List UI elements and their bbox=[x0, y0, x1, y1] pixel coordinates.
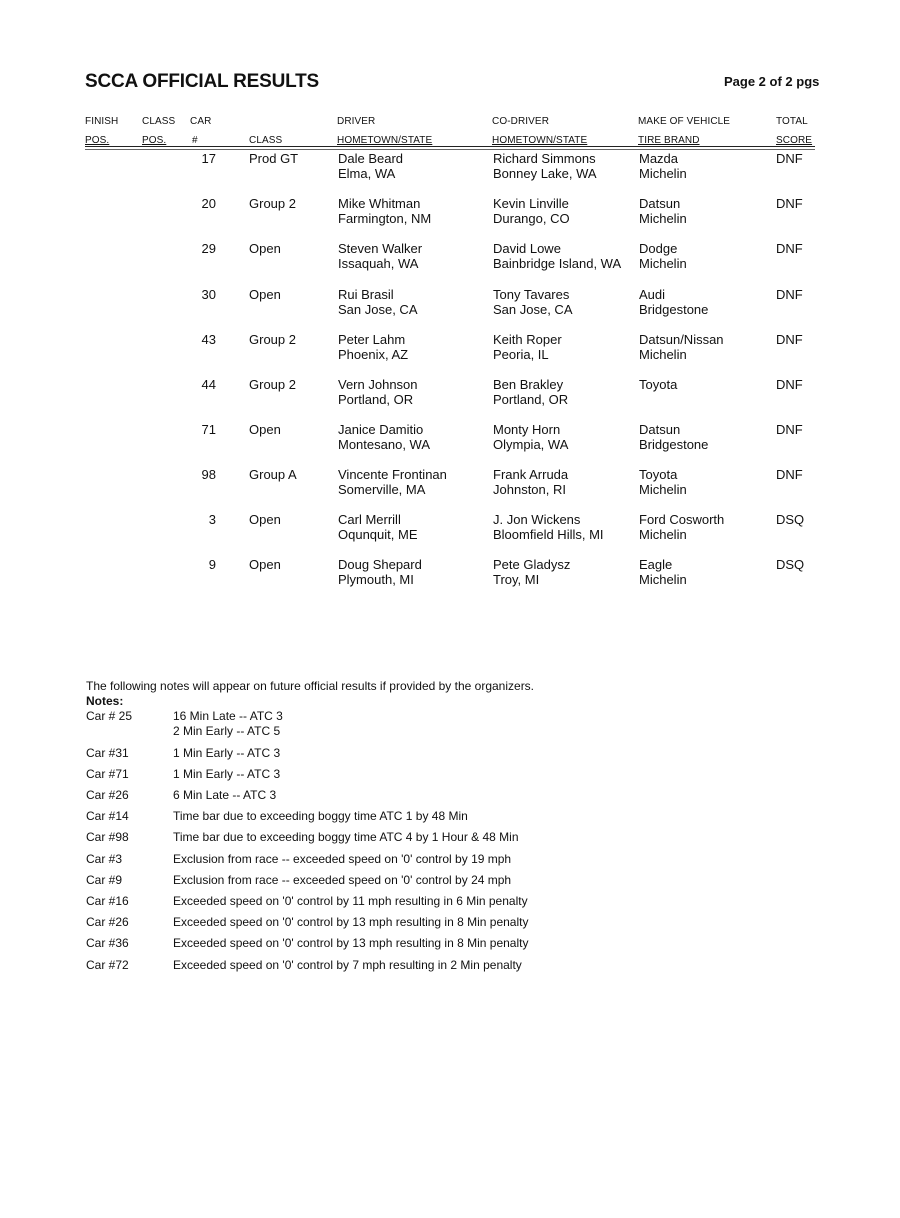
driver-hometown: San Jose, CA bbox=[338, 302, 418, 317]
car-number: 71 bbox=[201, 422, 216, 437]
header-car-number: # bbox=[192, 135, 198, 146]
car-number: 30 bbox=[201, 287, 216, 302]
codriver-name: Richard Simmons bbox=[493, 151, 596, 166]
note-text bbox=[173, 873, 511, 888]
driver-cell bbox=[338, 557, 422, 587]
driver-hometown: Farmington, NM bbox=[338, 211, 432, 226]
total-score: DSQ bbox=[776, 557, 805, 572]
total-score: DNF bbox=[776, 422, 803, 437]
driver-cell bbox=[338, 332, 408, 362]
note-car: Car #9 bbox=[86, 873, 123, 887]
vehicle-cell bbox=[639, 422, 708, 452]
tire-brand: Michelin bbox=[639, 527, 687, 542]
header-total: TOTAL bbox=[776, 116, 808, 127]
total-score: DNF bbox=[776, 151, 803, 166]
note-text bbox=[173, 830, 519, 845]
note-text-line: Exceeded speed on '0' control by 7 mph resulting in 2 Min penalty bbox=[173, 958, 522, 972]
codriver-cell bbox=[493, 512, 604, 542]
tire-brand: Michelin bbox=[639, 482, 687, 497]
car-class: Group A bbox=[249, 467, 297, 482]
header-rule bbox=[85, 146, 815, 147]
table-row bbox=[0, 241, 900, 281]
note-text bbox=[173, 958, 522, 973]
car-class: Open bbox=[249, 287, 281, 302]
table-row bbox=[0, 196, 900, 236]
driver-cell bbox=[338, 422, 430, 452]
note-text-line: 6 Min Late -- ATC 3 bbox=[173, 788, 277, 802]
tire-brand: Michelin bbox=[639, 572, 687, 587]
codriver-cell bbox=[493, 196, 570, 226]
car-class: Group 2 bbox=[249, 377, 296, 392]
note-text-line: 2 Min Early -- ATC 5 bbox=[173, 724, 281, 738]
tire-brand: Michelin bbox=[639, 256, 687, 271]
vehicle-cell bbox=[639, 467, 687, 497]
note-text bbox=[173, 852, 511, 867]
car-number: 17 bbox=[201, 151, 216, 166]
vehicle-cell bbox=[639, 196, 687, 226]
codriver-name: Monty Horn bbox=[493, 422, 561, 437]
vehicle-make: Datsun/Nissan bbox=[639, 332, 724, 347]
note-text bbox=[173, 709, 283, 739]
header-tire: TIRE BRAND bbox=[638, 135, 700, 146]
vehicle-make: Dodge bbox=[639, 241, 678, 256]
driver-cell bbox=[338, 241, 422, 271]
codriver-cell bbox=[493, 151, 597, 181]
codriver-cell bbox=[493, 557, 570, 587]
note-text bbox=[173, 788, 276, 803]
driver-name: Mike Whitman bbox=[338, 196, 421, 211]
codriver-hometown: Peoria, IL bbox=[493, 347, 549, 362]
note-car: Car #26 bbox=[86, 788, 129, 802]
vehicle-cell bbox=[639, 377, 677, 392]
car-number: 29 bbox=[201, 241, 216, 256]
header-score: SCORE bbox=[776, 135, 813, 146]
total-score: DNF bbox=[776, 241, 803, 256]
driver-hometown: Portland, OR bbox=[338, 392, 414, 407]
driver-cell bbox=[338, 151, 403, 181]
codriver-hometown: Bainbridge Island, WA bbox=[493, 256, 622, 271]
driver-name: Vincente Frontinan bbox=[338, 467, 447, 482]
driver-cell bbox=[338, 377, 418, 407]
table-row bbox=[0, 151, 900, 191]
driver-hometown: Elma, WA bbox=[338, 166, 396, 181]
car-class: Open bbox=[249, 422, 281, 437]
note-text bbox=[173, 915, 528, 930]
tire-brand: Bridgestone bbox=[639, 437, 709, 452]
car-number: 44 bbox=[201, 377, 216, 392]
driver-cell bbox=[338, 196, 431, 226]
header-finish-pos: POS. bbox=[85, 135, 110, 146]
driver-hometown: Montesano, WA bbox=[338, 437, 431, 452]
car-class: Group 2 bbox=[249, 196, 296, 211]
total-score: DNF bbox=[776, 287, 803, 302]
vehicle-make: Ford Cosworth bbox=[639, 512, 725, 527]
vehicle-make: Toyota bbox=[639, 377, 678, 392]
codriver-cell bbox=[493, 241, 621, 271]
note-text bbox=[173, 809, 468, 824]
note-text bbox=[173, 746, 280, 761]
note-text-line: Time bar due to exceeding boggy time ATC 4 by 1 Hour & 48 Min bbox=[173, 830, 519, 844]
driver-name: Carl Merrill bbox=[338, 512, 401, 527]
vehicle-make: Datsun bbox=[639, 196, 681, 211]
driver-hometown: Phoenix, AZ bbox=[338, 347, 409, 362]
codriver-hometown: Portland, OR bbox=[493, 392, 569, 407]
note-car: Car #31 bbox=[86, 746, 129, 760]
car-class: Open bbox=[249, 512, 281, 527]
codriver-hometown: Bonney Lake, WA bbox=[493, 166, 597, 181]
driver-name: Vern Johnson bbox=[338, 377, 418, 392]
total-score: DNF bbox=[776, 196, 803, 211]
note-text-line: Exceeded speed on '0' control by 11 mph resulting in 6 Min penalty bbox=[173, 894, 528, 908]
table-row bbox=[0, 422, 900, 462]
car-number: 3 bbox=[208, 512, 216, 527]
driver-name: Rui Brasil bbox=[338, 287, 394, 302]
driver-name: Dale Beard bbox=[338, 151, 404, 166]
note-text-line: Exceeded speed on '0' control by 13 mph resulting in 8 Min penalty bbox=[173, 915, 529, 929]
note-car: Car #98 bbox=[86, 830, 129, 844]
driver-cell bbox=[338, 467, 447, 497]
header-class-pos-2: POS. bbox=[142, 135, 167, 146]
vehicle-cell bbox=[639, 557, 687, 587]
header-rule-secondary bbox=[85, 149, 815, 150]
codriver-hometown: Olympia, WA bbox=[493, 437, 569, 452]
vehicle-make: Audi bbox=[639, 287, 666, 302]
vehicle-make: Toyota bbox=[639, 467, 678, 482]
note-text-line: Time bar due to exceeding boggy time ATC 1 by 48 Min bbox=[173, 809, 468, 823]
table-row bbox=[0, 377, 900, 417]
page-number: Page 2 of 2 pgs bbox=[724, 74, 820, 89]
driver-name: Peter Lahm bbox=[338, 332, 406, 347]
codriver-cell bbox=[493, 422, 568, 452]
vehicle-make: Mazda bbox=[639, 151, 679, 166]
header-class-pos: CLASS bbox=[142, 116, 176, 127]
note-car: Car #36 bbox=[86, 936, 129, 950]
driver-hometown: Issaquah, WA bbox=[338, 256, 419, 271]
note-text-line: 1 Min Early -- ATC 3 bbox=[173, 746, 281, 760]
header-finish: FINISH bbox=[85, 116, 119, 127]
codriver-name: Ben Brakley bbox=[493, 377, 564, 392]
codriver-name: Frank Arruda bbox=[493, 467, 569, 482]
driver-name: Doug Shepard bbox=[338, 557, 422, 572]
table-row bbox=[0, 467, 900, 507]
driver-hometown: Plymouth, MI bbox=[338, 572, 414, 587]
vehicle-make: Eagle bbox=[639, 557, 673, 572]
note-text-line: Exclusion from race -- exceeded speed on '0' control by 24 mph bbox=[173, 873, 512, 887]
car-number: 98 bbox=[201, 467, 216, 482]
note-car: Car #26 bbox=[86, 915, 129, 929]
codriver-cell bbox=[493, 377, 568, 407]
note-car: Car #14 bbox=[86, 809, 129, 823]
note-text-line: Exclusion from race -- exceeded speed on '0' control by 19 mph bbox=[173, 852, 512, 866]
note-text bbox=[173, 894, 528, 909]
header-driver-hometown: HOMETOWN/STATE bbox=[337, 135, 433, 146]
driver-hometown: Oqunquit, ME bbox=[338, 527, 418, 542]
codriver-name: Tony Tavares bbox=[493, 287, 570, 302]
note-text bbox=[173, 936, 528, 951]
notes-intro: The following notes will appear on future official results if provided by the organizers. bbox=[86, 679, 535, 693]
table-row bbox=[0, 512, 900, 552]
vehicle-cell bbox=[639, 287, 708, 317]
note-text-line: 16 Min Late -- ATC 3 bbox=[173, 709, 283, 723]
tire-brand: Michelin bbox=[639, 347, 687, 362]
driver-cell bbox=[338, 287, 418, 317]
vehicle-cell bbox=[639, 512, 724, 542]
note-car: Car #16 bbox=[86, 894, 129, 908]
tire-brand: Bridgestone bbox=[639, 302, 709, 317]
vehicle-cell bbox=[639, 332, 724, 362]
header-make: MAKE OF VEHICLE bbox=[638, 116, 731, 127]
note-car: Car # 25 bbox=[86, 709, 133, 723]
header-driver: DRIVER bbox=[337, 116, 376, 127]
codriver-name: David Lowe bbox=[493, 241, 561, 256]
table-row bbox=[0, 287, 900, 327]
note-text-line: Exceeded speed on '0' control by 13 mph resulting in 8 Min penalty bbox=[173, 936, 529, 950]
header-codriver: CO-DRIVER bbox=[492, 116, 550, 127]
driver-name: Janice Damitio bbox=[338, 422, 424, 437]
note-car: Car #72 bbox=[86, 958, 129, 972]
car-class: Open bbox=[249, 241, 281, 256]
driver-name: Steven Walker bbox=[338, 241, 423, 256]
vehicle-cell bbox=[639, 241, 687, 271]
total-score: DSQ bbox=[776, 512, 805, 527]
total-score: DNF bbox=[776, 377, 803, 392]
codriver-hometown: Troy, MI bbox=[493, 572, 540, 587]
codriver-hometown: Johnston, RI bbox=[493, 482, 566, 497]
car-class: Open bbox=[249, 557, 281, 572]
codriver-cell bbox=[493, 287, 573, 317]
page-title: SCCA OFFICIAL RESULTS bbox=[85, 71, 320, 92]
note-text-line: 1 Min Early -- ATC 3 bbox=[173, 767, 281, 781]
note-text bbox=[173, 767, 280, 782]
codriver-name: Keith Roper bbox=[493, 332, 562, 347]
driver-cell bbox=[338, 512, 418, 542]
car-number: 43 bbox=[201, 332, 216, 347]
notes-heading: Notes: bbox=[86, 694, 124, 708]
driver-hometown: Somerville, MA bbox=[338, 482, 426, 497]
vehicle-make: Datsun bbox=[639, 422, 681, 437]
note-car: Car #71 bbox=[86, 767, 129, 781]
vehicle-cell bbox=[639, 151, 687, 181]
tire-brand: Michelin bbox=[639, 166, 687, 181]
header-codriver-hometown: HOMETOWN/STATE bbox=[492, 135, 588, 146]
codriver-hometown: Bloomfield Hills, MI bbox=[493, 527, 604, 542]
tire-brand: Michelin bbox=[639, 211, 687, 226]
codriver-name: Pete Gladysz bbox=[493, 557, 571, 572]
codriver-hometown: San Jose, CA bbox=[493, 302, 573, 317]
table-row bbox=[0, 557, 900, 597]
header-class: CLASS bbox=[249, 135, 283, 146]
car-number: 9 bbox=[208, 557, 216, 572]
total-score: DNF bbox=[776, 467, 803, 482]
header-car: CAR bbox=[190, 116, 212, 127]
note-car: Car #3 bbox=[86, 852, 123, 866]
codriver-name: J. Jon Wickens bbox=[493, 512, 581, 527]
table-row bbox=[0, 332, 900, 372]
car-number: 20 bbox=[201, 196, 216, 211]
codriver-cell bbox=[493, 332, 562, 362]
car-class: Prod GT bbox=[249, 151, 299, 166]
codriver-hometown: Durango, CO bbox=[493, 211, 570, 226]
total-score: DNF bbox=[776, 332, 803, 347]
codriver-cell bbox=[493, 467, 568, 497]
codriver-name: Kevin Linville bbox=[493, 196, 569, 211]
car-class: Group 2 bbox=[249, 332, 296, 347]
